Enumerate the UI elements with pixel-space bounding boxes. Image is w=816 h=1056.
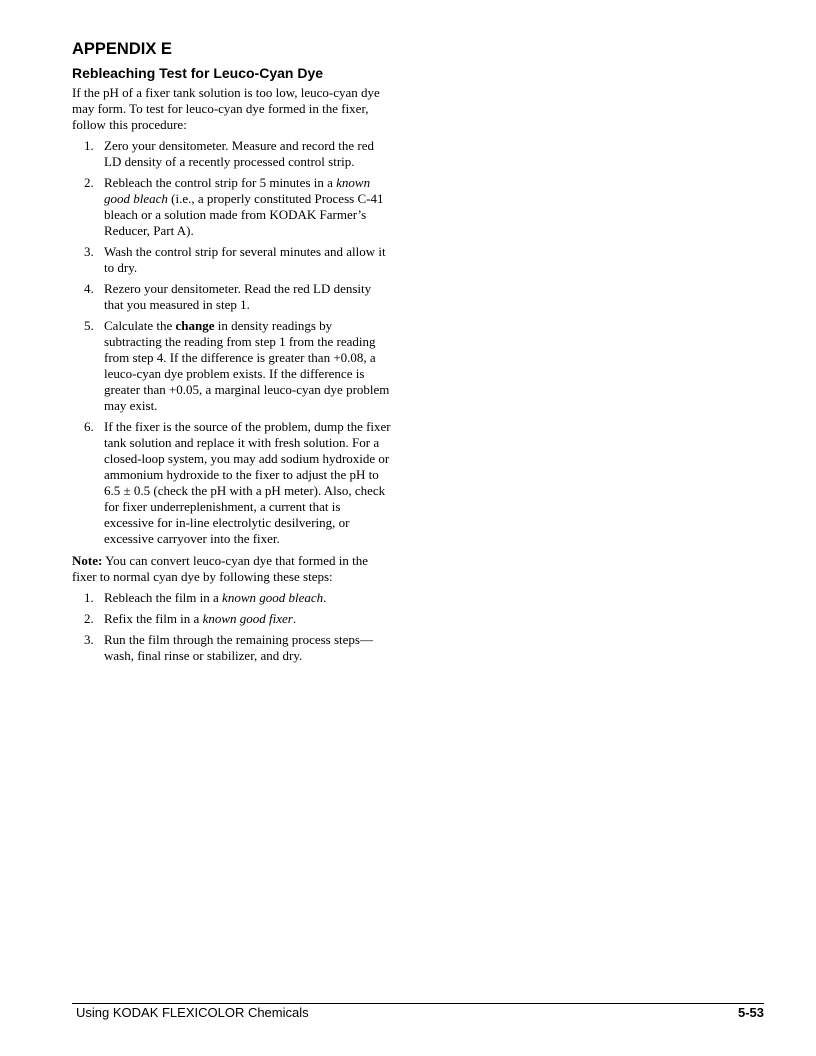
main-column bbox=[72, 39, 392, 669]
appendix-title: APPENDIX E bbox=[72, 40, 172, 58]
note-steps bbox=[72, 590, 392, 664]
step-text: Zero your densitometer. Measure and record the red LD density of a recently processed control strip. bbox=[104, 138, 375, 169]
footer-divider bbox=[72, 1003, 764, 1004]
footer-title: Using KODAK FLEXICOLOR Chemicals bbox=[76, 1005, 309, 1020]
note-paragraph bbox=[72, 553, 392, 585]
step-number: 6. bbox=[84, 419, 94, 434]
step-strong: change bbox=[175, 318, 215, 333]
step-number: 5. bbox=[84, 318, 94, 333]
step-emphasis: known good bleach bbox=[222, 590, 324, 605]
step-number: 4. bbox=[84, 281, 94, 296]
step-emphasis: known good fixer bbox=[202, 611, 293, 626]
step-text: . bbox=[292, 611, 297, 626]
page-number: 5-53 bbox=[737, 1005, 764, 1020]
step-text: Run the film through the remaining process steps—wash, final rinse or stabilizer, and dry. bbox=[104, 632, 373, 663]
note-step bbox=[72, 611, 392, 627]
procedure-step bbox=[72, 175, 392, 239]
section-title: Rebleaching Test for Leuco-Cyan Dye bbox=[72, 65, 324, 81]
note-text: You can convert leuco-cyan dye that formed in the fixer to normal cyan dye by following these steps: bbox=[72, 553, 369, 584]
step-text: . bbox=[323, 590, 327, 605]
step-text: Calculate the bbox=[104, 318, 176, 333]
procedure-step bbox=[72, 281, 392, 313]
intro-paragraph: If the pH of a fixer tank solution is too low, leuco-cyan dye may form. To test for leuco-cyan dye formed in the fixer, follow this procedure: bbox=[72, 85, 380, 132]
step-number: 2. bbox=[84, 611, 94, 626]
note-step bbox=[72, 632, 392, 664]
procedure-step bbox=[72, 419, 392, 547]
note-step bbox=[72, 590, 392, 606]
procedure-step bbox=[72, 318, 392, 414]
procedure-step bbox=[72, 244, 392, 276]
step-number: 3. bbox=[84, 632, 94, 647]
step-text: Rezero your densitometer. Read the red LD density that you measured in step 1. bbox=[104, 281, 372, 312]
step-number: 3. bbox=[84, 244, 94, 259]
step-text: If the fixer is the source of the problem, dump the fixer tank solution and replace it with fresh solution. For a closed-loop system, you may add sodium hydroxide or ammonium hydroxide to the fixer to adjust the pH to 6.5 ± 0.5 (check the pH with a pH meter). Also, check for fixer underreplenishment, a current that is excessive for in-line electrolytic desilvering, or excessive carryover into the fixer. bbox=[104, 419, 391, 546]
step-text: (i.e., a properly constituted Process C-41 bleach or a solution made from KODAK Farmer’s Reducer, Part A). bbox=[104, 191, 384, 238]
step-text: Rebleach the film in a bbox=[104, 590, 223, 605]
step-number: 2. bbox=[84, 175, 94, 190]
note-label: Note: bbox=[72, 553, 103, 568]
step-text: in density readings by subtracting the reading from step 1 from the reading from step 4. If the difference is greater than +0.08, a leuco-cyan dye problem exists. If the difference is greater than +0.05, a marginal leuco-cyan dye problem may exist. bbox=[104, 318, 390, 413]
step-text: Rebleach the control strip for 5 minutes in a bbox=[104, 175, 337, 190]
procedure-steps bbox=[72, 138, 392, 547]
step-text: Refix the film in a bbox=[104, 611, 203, 626]
step-number: 1. bbox=[84, 590, 94, 605]
step-text: Wash the control strip for several minutes and allow it to dry. bbox=[104, 244, 386, 275]
step-emphasis: known good bleach bbox=[104, 175, 371, 206]
step-number: 1. bbox=[84, 138, 94, 153]
procedure-step bbox=[72, 138, 392, 170]
